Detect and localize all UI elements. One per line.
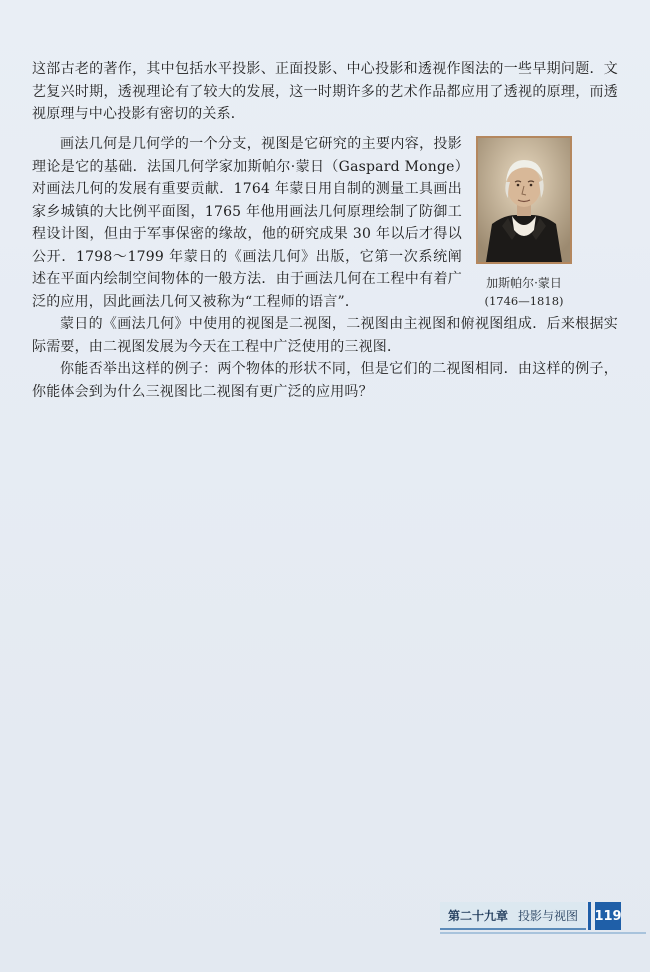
page-footer [440,902,621,930]
history-paragraph: 这部古老的著作，其中包括水平投影、正面投影、中心投影和透视作图法的一些早期问题．文艺复兴时期，透视理论有了较大的发展，这一时期许多的艺术作品都应用了透视的原理，而透视原理与中心投影有密切的关系． [32,61,618,122]
monge-text-block [32,133,462,313]
monge-portrait-figure [476,136,572,310]
intro-text-block [32,58,618,126]
footer-title: 投影与视图 [518,908,579,923]
closing-text-block [32,313,618,403]
question-paragraph: 你能否举出这样的例子：两个物体的形状不同，但是它们的二视图相同．由这样的例子，你能体会到为什么三视图比二视图有更广泛的应用吗？ [32,361,618,400]
monge-portrait-image [476,136,572,264]
two-view-paragraph: 蒙日的《画法几何》中使用的视图是二视图，二视图由主视图和俯视图组成．后来根据实际需要，由二视图发展为今天在工程中广泛使用的三视图． [32,316,618,355]
caption-name: 加斯帕尔·蒙日 [486,276,562,290]
descriptive-geometry-paragraph: 画法几何是几何学的一个分支，视图是它研究的主要内容，投影理论是它的基础．法国几何学家加斯帕尔·蒙日（Gaspard Monge）对画法几何的发展有重要贡献．1764 年蒙日用自制的测量工具画出家乡城镇的大比例平面图，1765 年他用画法几何原理绘制了防御工程设计图，但由于军事保密的缘故，他的研究成果 30 年以后才得以公开．1798～1799 年蒙日的《画法几何》出版，它第一次系统阐述在平面内绘制空间物体的一般方法．由于画法几何在工程中有着广泛的应用，因此画法几何又被称为“工程师的语言”． [32,136,462,310]
footer-chapter-label [440,902,586,930]
page-number: 119 [595,902,621,930]
footer-chapter: 第二十九章 [448,908,509,923]
footer-accent-bar [588,902,591,930]
portrait-drawing [478,138,570,262]
portrait-caption [476,274,572,310]
footer-divider [440,932,646,934]
caption-years: (1746—1818) [484,294,564,308]
